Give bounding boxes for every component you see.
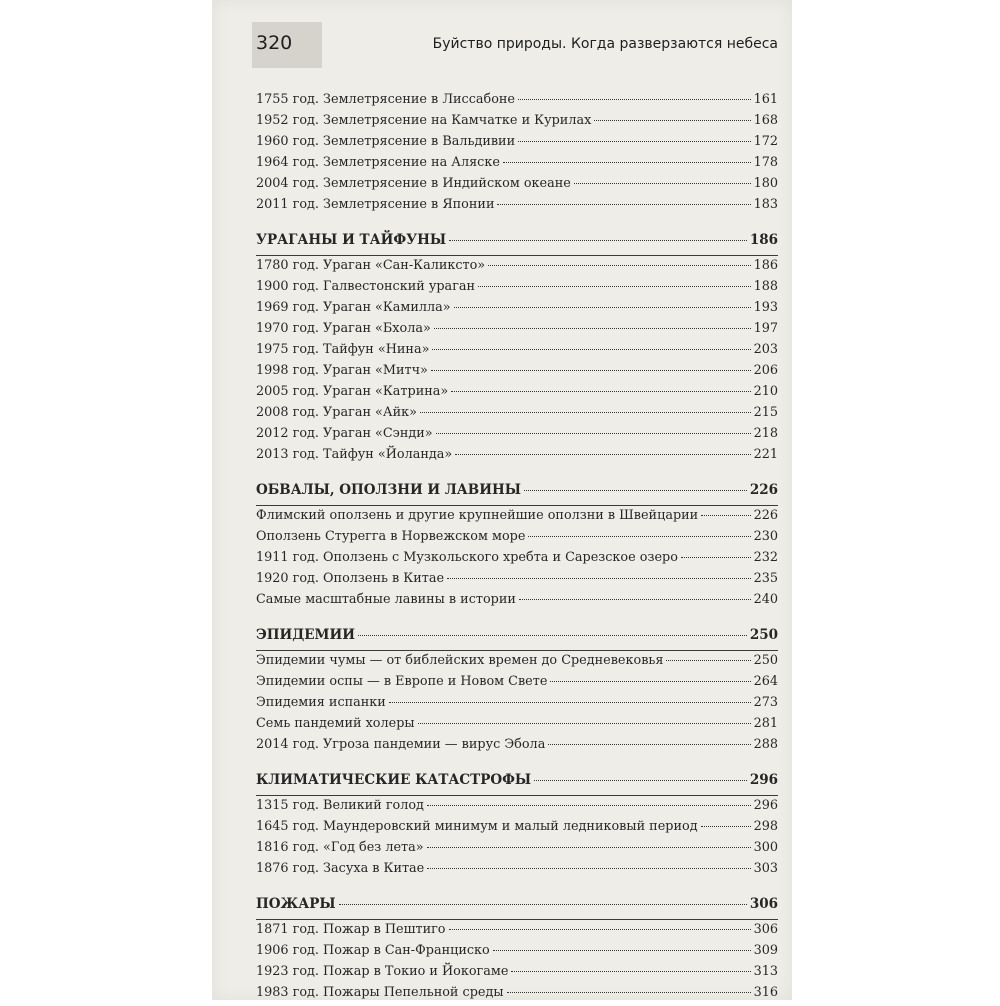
section-title: ПОЖАРЫ <box>256 896 336 912</box>
entry-title: 1780 год. Ураган «Сан-Каликсто» <box>256 258 486 273</box>
dot-leader <box>455 454 750 455</box>
page-ref: 309 <box>753 943 778 958</box>
section-rule <box>256 255 778 256</box>
page-ref: 273 <box>753 695 778 710</box>
toc-section-heading <box>256 482 778 503</box>
entry-title: 1315 год. Великий голод <box>256 798 424 813</box>
page-ref: 281 <box>753 716 778 731</box>
page-ref: 203 <box>753 342 778 357</box>
toc-entry <box>256 279 778 300</box>
entry-title: 1906 год. Пожар в Сан-Франциско <box>256 943 490 958</box>
dot-leader <box>534 780 747 781</box>
entry-title: 1969 год. Ураган «Камилла» <box>256 300 451 315</box>
section-rule <box>256 505 778 506</box>
page-ref: 316 <box>753 985 778 1000</box>
toc-entry <box>256 737 778 758</box>
page-header <box>212 22 792 68</box>
toc-entry <box>256 258 778 279</box>
entry-title: Самые масштабные лавины в истории <box>256 592 516 607</box>
page-ref: 161 <box>753 92 778 107</box>
toc-entry <box>256 342 778 363</box>
page-ref: 193 <box>753 300 778 315</box>
page-ref: 186 <box>753 258 778 273</box>
toc-entry <box>256 321 778 342</box>
entry-title: 1645 год. Маундеровский минимум и малый ледниковый период <box>256 819 698 834</box>
page-ref: 303 <box>753 861 778 876</box>
dot-leader <box>493 950 751 951</box>
page-ref: 186 <box>749 232 778 248</box>
toc-entry <box>256 819 778 840</box>
book-page <box>212 0 792 1000</box>
entry-title: 1755 год. Землетрясение в Лиссабоне <box>256 92 515 107</box>
page-ref: 168 <box>753 113 778 128</box>
dot-leader <box>574 183 751 184</box>
toc-section-heading <box>256 896 778 917</box>
section-spacer <box>256 218 778 232</box>
page-ref: 206 <box>753 363 778 378</box>
entry-title: Эпидемии оспы — в Европе и Новом Свете <box>256 674 548 689</box>
page-ref: 180 <box>753 176 778 191</box>
table-of-contents <box>256 92 778 1006</box>
toc-entry <box>256 550 778 571</box>
toc-entry <box>256 695 778 716</box>
dot-leader <box>550 681 750 682</box>
page-ref: 264 <box>753 674 778 689</box>
dot-leader <box>488 265 750 266</box>
toc-entry <box>256 592 778 613</box>
toc-entry <box>256 653 778 674</box>
entry-title: 1923 год. Пожар в Токио и Йокогаме <box>256 964 509 979</box>
toc-entry <box>256 529 778 550</box>
entry-title: 1983 год. Пожары Пепельной среды <box>256 985 504 1000</box>
dot-leader <box>524 490 747 491</box>
toc-entry <box>256 716 778 737</box>
toc-entry <box>256 508 778 529</box>
dot-leader <box>436 433 751 434</box>
toc-section-heading <box>256 772 778 793</box>
page-ref: 306 <box>753 922 778 937</box>
dot-leader <box>339 904 747 905</box>
dot-leader <box>497 204 750 205</box>
toc-entry <box>256 861 778 882</box>
dot-leader <box>451 391 750 392</box>
entry-title: 1900 год. Галвестонский ураган <box>256 279 476 294</box>
dot-leader <box>431 370 751 371</box>
dot-leader <box>507 992 751 993</box>
dot-leader <box>701 515 750 516</box>
toc-entry <box>256 134 778 155</box>
page-ref: 250 <box>753 653 778 668</box>
toc-entry <box>256 113 778 134</box>
toc-entry <box>256 964 778 985</box>
page-ref: 250 <box>749 627 778 643</box>
page-ref: 221 <box>753 447 778 462</box>
page-ref: 298 <box>753 819 778 834</box>
page-ref: 197 <box>753 321 778 336</box>
page-ref: 215 <box>753 405 778 420</box>
section-rule <box>256 795 778 796</box>
toc-entry <box>256 197 778 218</box>
section-title: КЛИМАТИЧЕСКИЕ КАТАСТРОФЫ <box>256 772 532 788</box>
toc-entry <box>256 92 778 113</box>
page-ref: 218 <box>753 426 778 441</box>
toc-entry <box>256 176 778 197</box>
page-ref: 235 <box>753 571 778 586</box>
entry-title: 2013 год. Тайфун «Йоланда» <box>256 447 453 462</box>
page-ref: 296 <box>749 772 778 788</box>
entry-title: Оползень Стурегга в Норвежском море <box>256 529 526 544</box>
dot-leader <box>666 660 750 661</box>
section-title: ОБВАЛЫ, ОПОЛЗНИ И ЛАВИНЫ <box>256 482 521 498</box>
page-ref: 226 <box>749 482 778 498</box>
section-title: УРАГАНЫ И ТАЙФУНЫ <box>256 232 447 248</box>
toc-entry <box>256 363 778 384</box>
dot-leader <box>548 744 750 745</box>
dot-leader <box>454 307 751 308</box>
toc-entry <box>256 447 778 468</box>
toc-entry <box>256 840 778 861</box>
page-number: 320 <box>256 32 293 54</box>
toc-section-heading <box>256 627 778 648</box>
dot-leader <box>518 99 751 100</box>
section-rule <box>256 650 778 651</box>
page-ref: 232 <box>753 550 778 565</box>
entry-title: 2012 год. Ураган «Сэнди» <box>256 426 433 441</box>
page-ref: 240 <box>753 592 778 607</box>
dot-leader <box>701 826 751 827</box>
dot-leader <box>427 805 751 806</box>
section-spacer <box>256 613 778 627</box>
entry-title: 1975 год. Тайфун «Нина» <box>256 342 430 357</box>
dot-leader <box>420 412 751 413</box>
page-ref: 172 <box>753 134 778 149</box>
page-ref: 300 <box>753 840 778 855</box>
entry-title: Флимский оползень и другие крупнейшие оползни в Швейцарии <box>256 508 699 523</box>
entry-title: 1970 год. Ураган «Бхола» <box>256 321 431 336</box>
page-ref: 296 <box>753 798 778 813</box>
toc-entry <box>256 798 778 819</box>
entry-title: 2004 год. Землетрясение в Индийском океане <box>256 176 571 191</box>
entry-title: 1960 год. Землетрясение в Вальдивии <box>256 134 516 149</box>
page-ref: 288 <box>753 737 778 752</box>
section-rule <box>256 919 778 920</box>
section-spacer <box>256 882 778 896</box>
entry-title: Эпидемия испанки <box>256 695 386 710</box>
toc-entry <box>256 155 778 176</box>
entry-title: 1964 год. Землетрясение на Аляске <box>256 155 500 170</box>
page-ref: 226 <box>753 508 778 523</box>
toc-section-heading <box>256 232 778 253</box>
page-ref: 178 <box>753 155 778 170</box>
page-ref: 306 <box>749 896 778 912</box>
entry-title: Семь пандемий холеры <box>256 716 415 731</box>
toc-entry <box>256 300 778 321</box>
section-spacer <box>256 758 778 772</box>
entry-title: 1876 год. Засуха в Китае <box>256 861 425 876</box>
toc-entry <box>256 943 778 964</box>
dot-leader <box>358 635 747 636</box>
dot-leader <box>427 847 751 848</box>
dot-leader <box>478 286 751 287</box>
toc-entry <box>256 985 778 1006</box>
toc-entry <box>256 384 778 405</box>
page-ref: 188 <box>753 279 778 294</box>
dot-leader <box>427 868 750 869</box>
toc-entry <box>256 426 778 447</box>
entry-title: 2014 год. Угроза пандемии — вирус Эбола <box>256 737 546 752</box>
dot-leader <box>518 141 750 142</box>
dot-leader <box>594 120 750 121</box>
section-title: ЭПИДЕМИИ <box>256 627 355 643</box>
dot-leader <box>511 971 750 972</box>
dot-leader <box>449 929 751 930</box>
page-ref: 230 <box>753 529 778 544</box>
dot-leader <box>519 599 751 600</box>
dot-leader <box>434 328 751 329</box>
section-spacer <box>256 468 778 482</box>
entry-title: 2008 год. Ураган «Айк» <box>256 405 417 420</box>
page-ref: 210 <box>753 384 778 399</box>
dot-leader <box>432 349 750 350</box>
entry-title: Эпидемии чумы — от библейских времен до Средневековья <box>256 653 664 668</box>
toc-entry <box>256 405 778 426</box>
dot-leader <box>681 557 751 558</box>
entry-title: 1871 год. Пожар в Пештиго <box>256 922 446 937</box>
dot-leader <box>447 578 751 579</box>
entry-title: 2005 год. Ураган «Катрина» <box>256 384 449 399</box>
dot-leader <box>418 723 751 724</box>
entry-title: 2011 год. Землетрясение в Японии <box>256 197 495 212</box>
running-title: Буйство природы. Когда разверзаются небеса <box>432 36 778 52</box>
dot-leader <box>503 162 751 163</box>
entry-title: 1952 год. Землетрясение на Камчатке и Курилах <box>256 113 592 128</box>
entry-title: 1920 год. Оползень в Китае <box>256 571 445 586</box>
entry-title: 1998 год. Ураган «Митч» <box>256 363 428 378</box>
toc-entry <box>256 674 778 695</box>
toc-entry <box>256 922 778 943</box>
toc-entry <box>256 571 778 592</box>
dot-leader <box>528 536 750 537</box>
dot-leader <box>389 702 751 703</box>
entry-title: 1816 год. «Год без лета» <box>256 840 424 855</box>
dot-leader <box>449 240 747 241</box>
page-ref: 313 <box>753 964 778 979</box>
page-ref: 183 <box>753 197 778 212</box>
entry-title: 1911 год. Оползень с Музкольского хребта и Сарезское озеро <box>256 550 678 565</box>
